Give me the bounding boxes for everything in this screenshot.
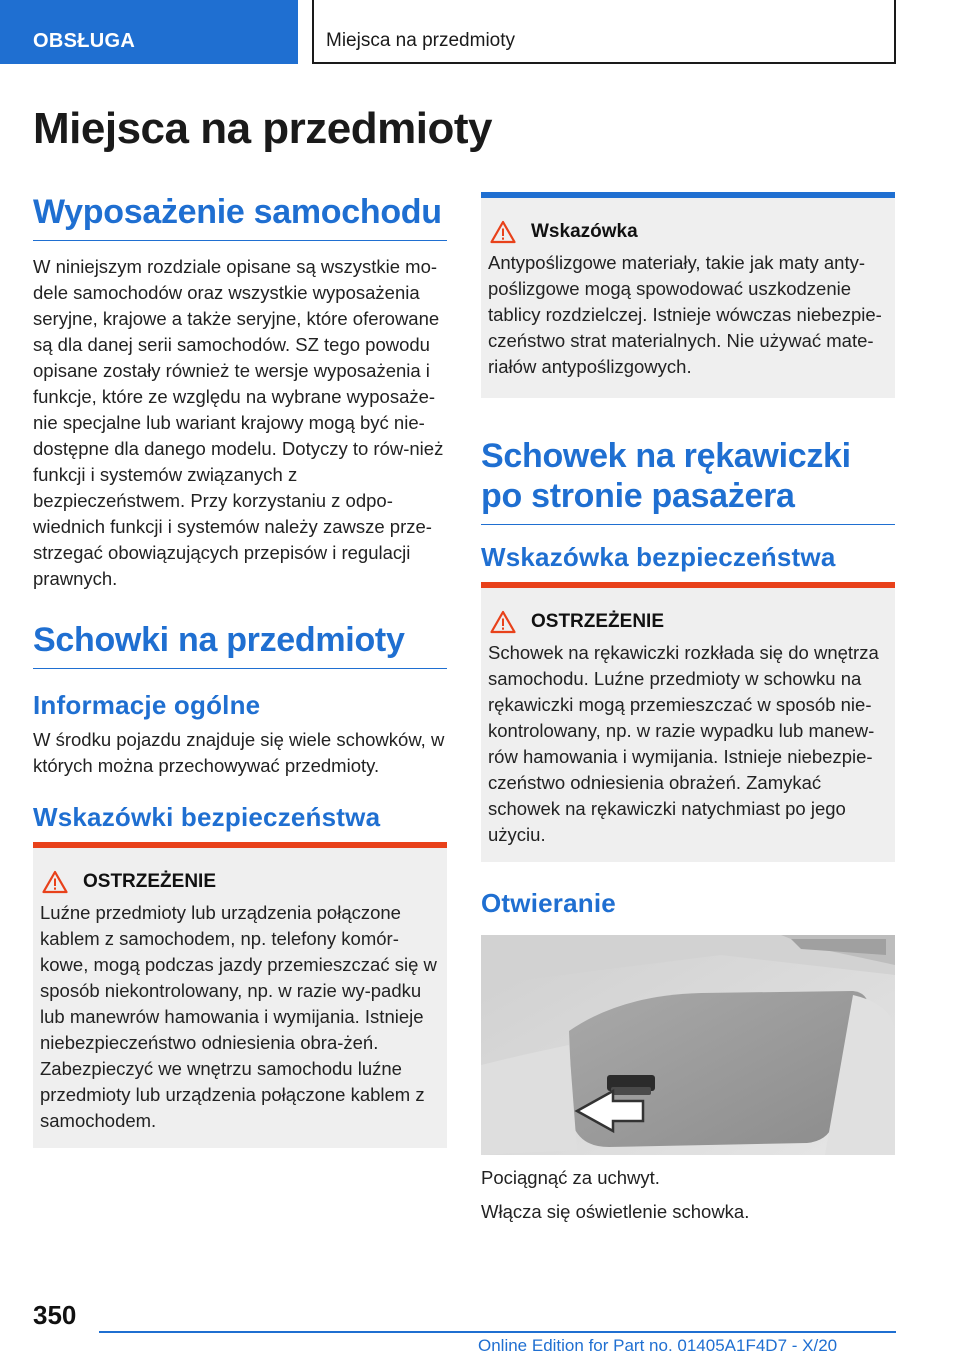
section-title-glovebox: Schowek na rękawiczki po stronie pasażera (481, 436, 895, 525)
glovebox-illustration (481, 935, 895, 1155)
warning-text: Luźne przedmioty lub urządzenia połączone kablem z samochodem, np. telefony komór-kowe, mogą podczas jazdy przemieszczać się w sposób niekontrolowany, np. w razie wy-padku lub manewrów hamowania i wymijania. Istnieje niebezpieczeństwo odniesienia obra-żeń. Zabezpieczyć we wnętrzu samochodu luźne przedmioty lub urządzenia połączone kablem z samochodem. (40, 902, 437, 1131)
subtitle-safety-notes: Wskazówki bezpieczeństwa (33, 802, 381, 832)
note-label: Wskazówka (531, 221, 638, 242)
subtitle-safety-note: Wskazówka bezpieczeństwa (481, 542, 836, 572)
step-pull-handle: Pociągnąć za uchwyt. (481, 1167, 660, 1188)
section-title-storage: Schowki na przedmioty (33, 620, 447, 669)
warning-header (488, 610, 887, 634)
warning-header (40, 870, 439, 894)
page-number: 350 (33, 1300, 77, 1330)
note-header (488, 220, 887, 244)
glovebox-photo (481, 935, 895, 1155)
warning-triangle-icon (42, 870, 68, 894)
equipment-text: W niniejszym rozdziale opisane są wszystkie mo-dele samochodów oraz wszystkie wyposażenia seryjne, krajowe a także seryjne, które oferowane są dla danej serii samochodów. SZ tego powodu opisane zostały również te wersje wyposażenia i funkcje, które ze względu na wybrane wyposaże-nie specjalne lub wariant krajowy mogą być nie-dostępne dla danego modelu. Dotyczy to rów-nież funkcji i systemów związanych z bezpieczeństwem. Przy korzystaniu z odpo-wiednich funkcji i systemów należy zawsze prze-strzegać obowiązujących przepisów i regulacji prawnych. (33, 256, 444, 589)
warning-label: OSTRZEŻENIE (83, 871, 217, 892)
subtitle-opening: Otwieranie (481, 888, 616, 918)
warning-label: OSTRZEŻENIE (531, 611, 665, 632)
warning-triangle-icon (490, 610, 516, 634)
header-chapter: Miejsca na przedmioty (312, 0, 896, 64)
general-info-text: W środku pojazdu znajduje się wiele schowków, w których można przechowywać przedmioty. (33, 729, 445, 776)
note-box-antislip (481, 192, 895, 398)
warning-triangle-icon (490, 220, 516, 244)
subtitle-general-info: Informacje ogólne (33, 690, 261, 720)
warning-text: Schowek na rękawiczki rozkłada się do wnętrza samochodu. Luźne przedmioty w schowku na rękawiczki mogą przemieszczać w sposób nie-kontrolowany, np. w razie wypadku lub manew-rów hamowania i wymijania. Istnieje niebezpie-czeństwo odniesienia obrażeń. Zamykać schowek na rękawiczki natychmiast po jego użyciu. (488, 642, 879, 845)
step-light-on: Włącza się oświetlenie schowka. (481, 1201, 750, 1222)
section-title-equipment: Wyposażenie samochodu (33, 192, 447, 241)
page-title: Miejsca na przedmioty (33, 104, 492, 153)
footer-edition: Online Edition for Part no. 01405A1F4D7 - X/20 (478, 1336, 838, 1355)
header-section-tab: OBSŁUGA (0, 0, 298, 64)
warning-box-loose-objects (33, 842, 447, 1148)
note-text: Antypoślizgowe materiały, takie jak maty anty-poślizgowe mogą spowodować uszkodzenie tablicy rozdzielczej. Istnieje wówczas niebezpie-czeństwo strat materialnych. Nie używać mate-riałów antypoślizgowych. (488, 252, 882, 377)
footer-divider (99, 1331, 896, 1333)
warning-box-glovebox (481, 582, 895, 862)
